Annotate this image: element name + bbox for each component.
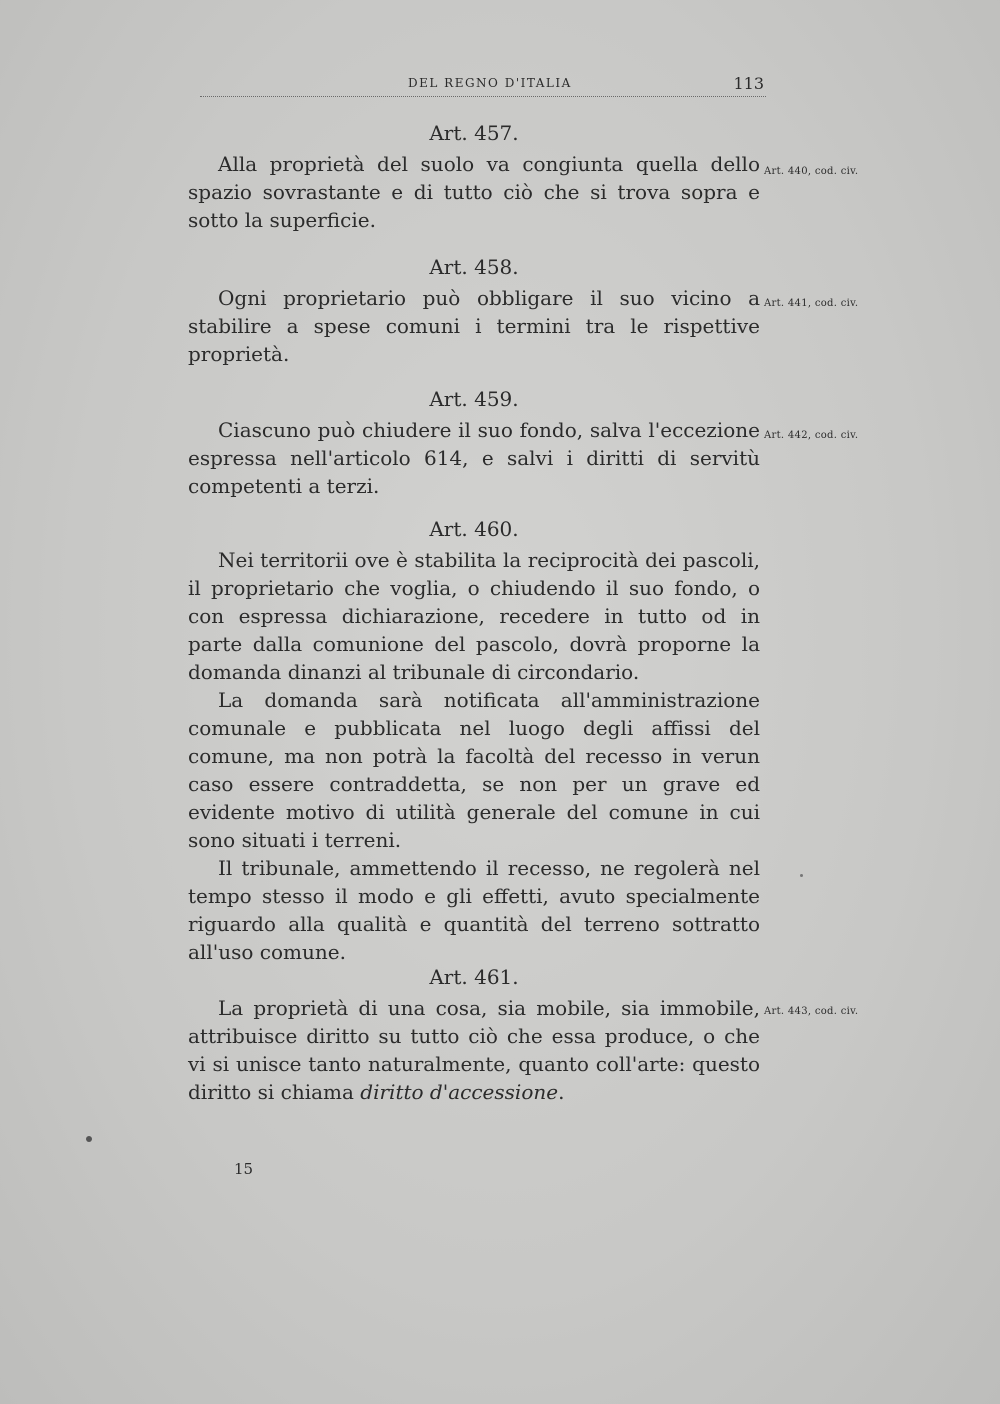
margin-note: Art. 441, cod. civ. [764,298,859,309]
article-paragraph: La domanda sarà notificata all'amministrazione comunale e pubblicata nel luogo degli affissi del comune, ma non potrà la facoltà del recesso in verun caso essere contraddetta, se non per un grave ed evidente motivo di utilità generale del comune in cui sono situati i terreni. [188,688,760,852]
margin-note: Art. 442, cod. civ. [764,430,859,441]
article-heading: Art. 458. [429,255,519,279]
margin-note: Art. 440, cod. civ. [764,166,859,177]
article-paragraph: Alla proprietà del suolo va congiunta quella dello spazio sovrastante e di tutto ciò che si trova sopra e sotto la superficie. [188,152,760,232]
article-458 [188,254,760,368]
article-heading: Art. 460. [429,517,519,541]
article-457 [188,120,760,234]
article-heading: Art. 459. [429,387,519,411]
article-461 [188,964,760,1106]
running-title: DEL REGNO D'ITALIA [408,76,572,90]
article-paragraph [188,994,760,1106]
article-460 [188,516,760,966]
paragraph-end: . [558,1080,565,1104]
paper-speck [800,874,803,877]
article-paragraph: Ciascuno può chiudere il suo fondo, salva l'eccezione espressa nell'articolo 614, e salvi i diritti di servitù competenti a terzi. [188,418,760,498]
margin-note: Art. 443, cod. civ. [764,1006,859,1017]
article-heading: Art. 461. [429,965,519,989]
article-heading: Art. 457. [429,121,519,145]
article-paragraph-text: La proprietà di una cosa, sia mobile, sia immobile, attribuisce diritto su tutto ciò che essa produce, o che vi si unisce tanto naturalmente, quanto coll'arte: questo diritto si chiama [188,996,760,1104]
article-paragraph: Ogni proprietario può obbligare il suo vicino a stabilire a spese comuni i termini tra le rispettive proprietà. [188,286,760,366]
article-459 [188,386,760,500]
article-paragraph: Il tribunale, ammettendo il recesso, ne regolerà nel tempo stesso il modo e gli effetti, avuto specialmente riguardo alla qualità e quantità del terreno sottratto all'uso comune. [188,856,760,964]
paper-speck [86,1136,92,1142]
emphasized-term: diritto d'accessione [360,1080,559,1104]
running-head [200,74,766,97]
page-number: 113 [733,74,764,93]
article-paragraph: Nei territorii ove è stabilita la reciprocità dei pascoli, il proprietario che voglia, o chiudendo il suo fondo, o con espressa dichiarazione, recedere in tutto od in parte dalla comunione del pascolo, dovrà proporne la domanda dinanzi al tribunale di circondario. [188,548,760,684]
printer-signature: 15 [234,1160,254,1178]
